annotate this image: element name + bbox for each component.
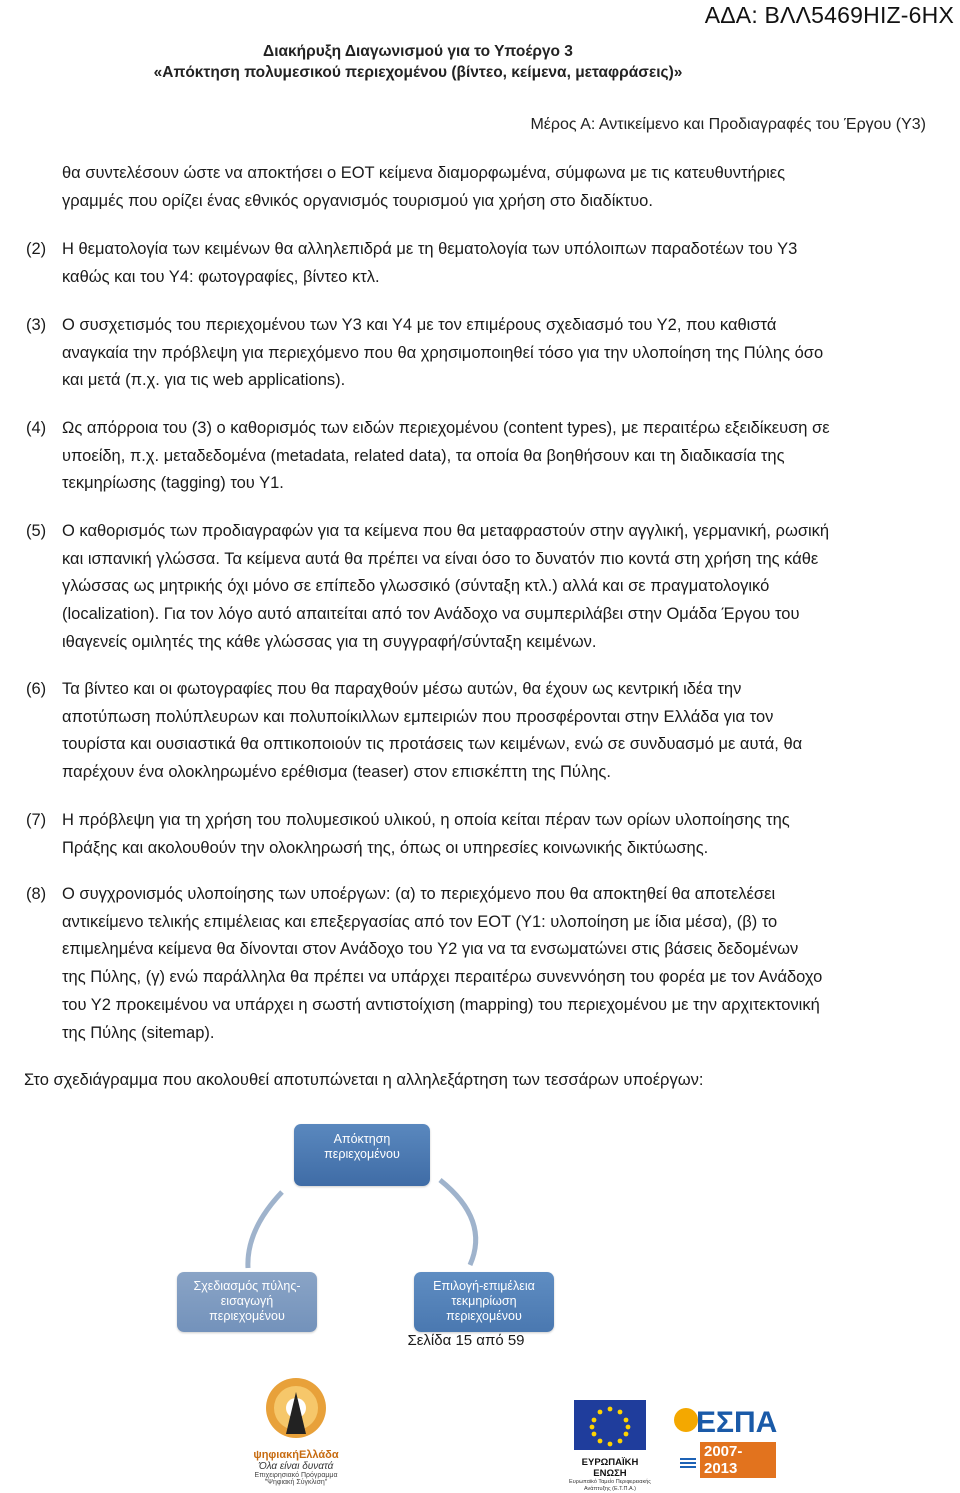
espa-text: ΕΣΠΑ <box>696 1406 778 1439</box>
logo-text: Επιχειρησιακό Πρόγραμμα <box>254 1472 338 1479</box>
espa-logo <box>666 1400 776 1482</box>
text-line: (localization). Για τον λόγο αυτό απαιτείται από τον Ανάδοχο να συμπεριλάβει στην Ομάδα Έργου του <box>62 605 800 624</box>
list-item <box>26 518 932 657</box>
text-line: αποτύπωση πολύπλευρων και πολυποίκιλλων εμπειριών που προσφέρονται στην Ελλάδα για τον <box>62 707 774 726</box>
digital-greece-emblem-icon <box>246 1372 346 1442</box>
text-line: της Πύλης, (γ) ενώ παράλληλα θα πρέπει να υπάρχει περαιτέρω συνεννόηση του φορέα με τον Ανάδοχο <box>62 968 823 987</box>
diagram-node-curation <box>414 1272 554 1332</box>
espa-years: 2007-2013 <box>700 1442 776 1478</box>
list-item <box>26 807 932 862</box>
list-item <box>26 881 932 1047</box>
text-line: αναγκαία την πρόβλεψη για περιεχόμενο που θα χρησιμοποιηθεί τόσο για την υλοποίηση της Πύλης όσο <box>62 343 824 362</box>
document-subtitle: «Απόκτηση πολυμεσικού περιεχομένου (βίντεο, κείμενα, μεταφράσεις)» <box>153 64 683 81</box>
node-label: περιεχομένου <box>209 1309 285 1323</box>
text-line: ιθαγενείς ομιλητές της κάθε γλώσσας για τη συγγραφή/σύνταξη κειμένων. <box>62 632 597 651</box>
list-item <box>26 236 932 291</box>
eu-label: ΕΥΡΩΠΑΪΚΗ ΕΝΩΣΗ <box>581 1457 639 1479</box>
diagram-intro: Στο σχεδιάγραμμα που ακολουθεί αποτυπώνεται η αλληλεξάρτηση των τεσσάρων υποέργων: <box>24 1071 704 1089</box>
text-line: Τα βίντεο και οι φωτογραφίες που θα παραχθούν μέσω αυτών, θα έχουν ως κεντρική ιδέα την <box>62 680 742 698</box>
document-title: Διακήρυξη Διαγωνισμού για το Υποέργο 3 <box>263 43 573 60</box>
node-label: περιεχομένου <box>446 1309 522 1323</box>
item-number: (6) <box>26 680 47 698</box>
text-line: Η πρόβλεψη για τη χρήση του πολυμεσικού υλικού, η οποία κείται πέραν των ορίων υλοποίησης της <box>62 811 790 829</box>
text-line: Πράξης και ακολουθούν την ολοκληρωσή της, όπως οι υπηρεσίες κοινωνικής δικτύωσης. <box>62 838 709 857</box>
list-item <box>26 676 932 787</box>
ada-code: ΑΔΑ: ΒΛΛ5469ΗΙΖ-6ΗΧ <box>704 2 954 28</box>
page-number: Σελίδα 15 από 59 <box>407 1332 525 1349</box>
item-number: (3) <box>26 316 47 334</box>
item-number: (4) <box>26 419 47 437</box>
item-number: (5) <box>26 522 47 540</box>
text-line: καθώς και του Υ4: φωτογραφίες, βίντεο κτλ. <box>62 267 380 286</box>
section-header: Μέρος Α: Αντικείμενο και Προδιαγραφές του Έργου (Υ3) <box>530 116 926 133</box>
paragraph-continuation <box>62 160 932 215</box>
eu-sublabel: Ευρωπαϊκό Ταμείο Περιφερειακής Ανάπτυξης (Ε.Τ.Π.Α.) <box>569 1479 651 1492</box>
node-label: Απόκτηση <box>333 1132 391 1146</box>
list-item <box>26 312 932 395</box>
text-line: τεκμηρίωσης (tagging) του Υ1. <box>62 474 284 493</box>
text-line: Ο συγχρονισμός υλοποίησης των υποέργων: (α) το περιεχόμενο που θα αποκτηθεί θα αποτελέσει <box>62 885 776 903</box>
digital-greece-logo <box>246 1372 346 1484</box>
text-line: Ο καθορισμός των προδιαγραφών για τα κείμενα που θα μεταφραστούν στην αγγλική, γερμανική, ρωσική <box>62 522 830 540</box>
list-item <box>26 415 932 498</box>
eu-flag-icon <box>564 1400 656 1452</box>
text-line: τουρίστα και ουσιαστικά θα οπτικοποιούν τις προτάσεις των κειμένων, ενώ σε συνδυασμό με αυτά, θα <box>62 735 803 754</box>
node-label: Επιλογή-επιμέλεια <box>433 1279 535 1293</box>
text-line: και μετά (π.χ. για τις web applications). <box>62 371 346 390</box>
node-label: εισαγωγή <box>220 1294 274 1308</box>
text-line: και ισπανική γλώσσα. Τα κείμενα αυτά θα πρέπει να είναι όσο το δυνατόν πιο κοντά στη χρήση της κάθε <box>62 549 819 568</box>
node-label: περιεχομένου <box>324 1147 400 1161</box>
text-line: του Υ2 προκειμένου να υπάρχει η σωστή αντιστοίχιση (mapping) του περιεχομένου με την αρχιτεκτονική <box>62 995 820 1014</box>
text-line: υποείδη, π.χ. μεταδεδομένα (metadata, related data), τα οποία θα βοηθήσουν και τη διαδικασία της <box>62 446 785 465</box>
text-line: θα συντελέσουν ώστε να αποκτήσει ο ΕΟΤ κείμενα διαμορφωμένα, σύμφωνα με τις κατευθυντήριες <box>62 164 786 182</box>
text-line: γλώσσας ως μητρικής όχι μόνο σε επίπεδο γλωσσικό (σύνταξη κτλ.) αλλά και σε πραγματολογικό <box>62 577 770 596</box>
logo-text: "Ψηφιακή Σύγκλιση" <box>264 1479 328 1486</box>
diagram-node-acquisition <box>294 1124 430 1186</box>
text-line: αντικείμενο τελικής επιμέλειας και επεξεργασίας από τον ΕΟΤ (Υ1: υλοποίηση με ίδια μέσα), (β) το <box>62 912 778 931</box>
text-line: Ως απόρροια του (3) ο καθορισμός των ειδών περιεχομένου (content types), με περαιτέρω εξειδίκευση σε <box>62 419 830 437</box>
node-label: Σχεδιασμός πύλης- <box>193 1279 301 1293</box>
text-line: παρέχουν ένα ολοκληρωμένο ερέθισμα (teaser) στον επισκέπτη της Πύλης. <box>62 763 611 782</box>
text-line: της Πύλης (sitemap). <box>62 1023 215 1042</box>
item-number: (2) <box>26 240 47 258</box>
text-line: επιμελημένα κείμενα θα δίνονται στον Ανάδοχο του Υ2 για να τα ενσωματώνει στις βάσεις δεδομένων <box>62 940 799 959</box>
item-number: (8) <box>26 885 47 903</box>
arrow-top-to-right <box>440 1180 476 1265</box>
text-line: Η θεματολογία των κειμένων θα αλληλεπιδρά με τη θεματολογία των υπόλοιπων παραδοτέων του Υ3 <box>62 240 798 258</box>
item-number: (7) <box>26 811 47 829</box>
eu-logo <box>564 1400 656 1492</box>
logo-text: ψηφιακήΕλλάδα <box>253 1449 339 1461</box>
text-line: γραμμές που ορίζει ένας εθνικός οργανισμός τουρισμού για χρήση στο διαδίκτυο. <box>62 191 653 210</box>
logo-text: Όλα είναι δυνατά <box>258 1461 334 1472</box>
text-line: Ο συσχετισμός του περιεχομένου των Υ3 και Υ4 με τον επιμέρους σχεδιασμό του Υ2, που καθιστά <box>62 316 777 334</box>
node-label: τεκμηρίωση <box>451 1294 517 1308</box>
diagram-node-portal-design <box>177 1272 317 1332</box>
arrow-left-to-top <box>248 1192 282 1268</box>
